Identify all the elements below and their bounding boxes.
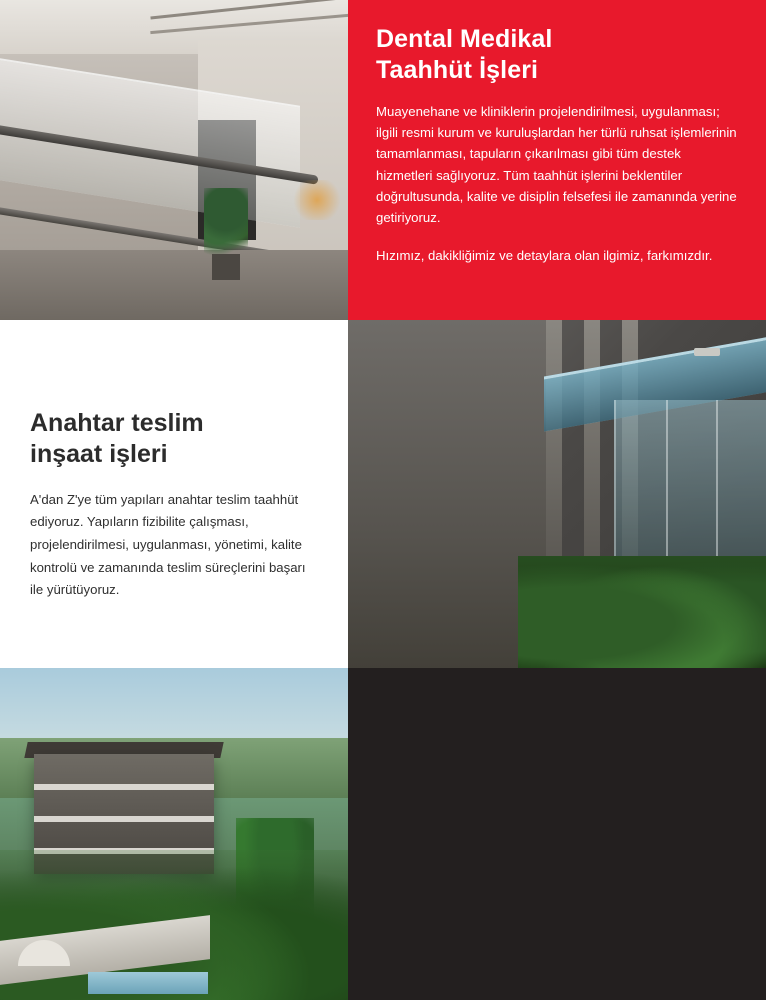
dental-medical-paragraph-1: Muayenehane ve kliniklerin projelendirilmesi, uygulanması; ilgili resmi kurum ve kuruluşlardan her türlü ruhsat işlemlerinin tamamlanması, tapuların çıkarılması gibi tüm destek hizmetleri sağlıyoruz. Tüm taahhüt işlerini beklentiler doğrultusunda, kalite ve disiplin felsefesi ile zamanında yerine getiriyoruz. xyxy=(376,103,737,226)
turnkey-construction-heading-line1: Anahtar teslim xyxy=(30,409,204,437)
photo-detail-floor-slab xyxy=(34,784,214,790)
dental-medical-heading-line1: Dental Medikal xyxy=(376,25,553,53)
dental-medical-heading-line2: Taahhüt İşleri xyxy=(376,56,539,85)
dental-medical-heading xyxy=(376,24,738,87)
photo-detail-landscaping xyxy=(518,556,766,668)
turnkey-construction-heading xyxy=(30,408,318,471)
turnkey-construction-content xyxy=(0,320,348,602)
turnkey-construction-heading-line2: inşaat işleri xyxy=(30,440,168,469)
photo-detail-planter xyxy=(212,254,240,280)
turnkey-construction-paragraph-1: A'dan Z'ye tüm yapıları anahtar teslim taahhüt ediyoruz. Yapıların fizibilite çalışması, projelendirilmesi, uygulanması, yönetimi, kalite kontrolü ve zamanında teslim süreçlerini başarı ile yürütüyoruz. xyxy=(30,491,306,598)
turnkey-construction-panel xyxy=(0,320,348,668)
photo-detail-floor-slab xyxy=(34,816,214,822)
photo-detail-glass-wall xyxy=(614,400,766,570)
dark-block xyxy=(348,668,766,1000)
photo-detail-warm-light xyxy=(290,180,344,220)
building-photo xyxy=(348,320,766,668)
photo-detail-column xyxy=(546,320,562,591)
photo-detail-plant xyxy=(204,188,248,258)
photo-detail-mullion xyxy=(716,400,718,570)
villa-photo xyxy=(0,668,348,1000)
lobby-photo xyxy=(0,0,348,320)
photo-detail-floor xyxy=(0,250,348,320)
photo-detail-exterior-light xyxy=(694,348,720,356)
dental-medical-panel xyxy=(348,0,766,320)
photo-detail-mullion xyxy=(666,400,668,570)
dental-medical-paragraph-2: Hızımız, dakikliğimiz ve detaylara olan ilgimiz, farkımızdır. xyxy=(376,247,713,263)
photo-detail-column xyxy=(584,320,600,591)
dental-medical-content xyxy=(348,0,766,266)
photo-detail-pool xyxy=(88,972,208,994)
